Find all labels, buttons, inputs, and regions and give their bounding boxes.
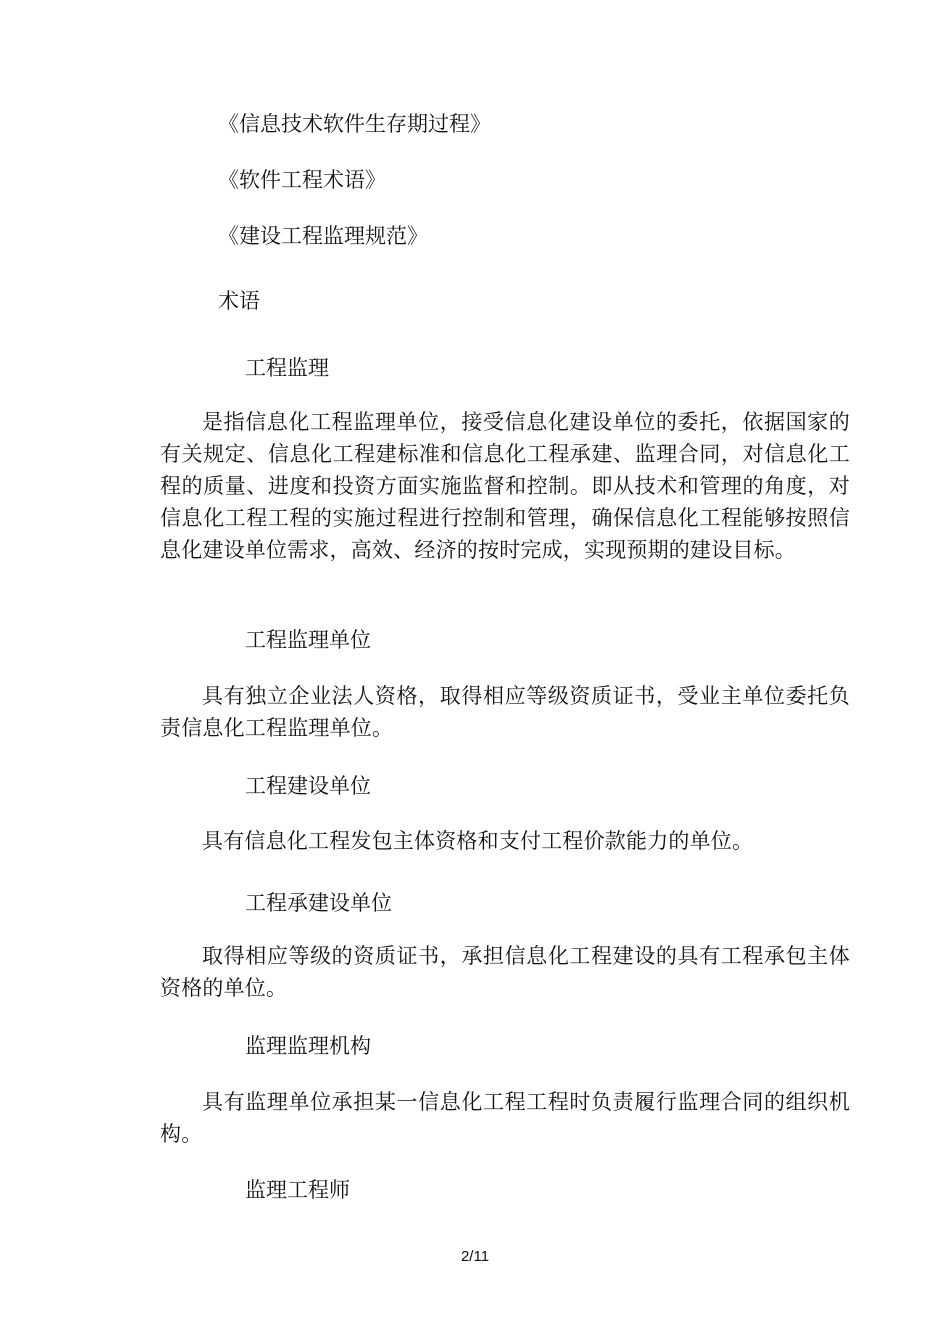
term-heading: 监理监理机构 [245,1034,371,1058]
reference-item: 《建设工程监理规范》 [218,224,428,248]
term-definition: 具有信息化工程发包主体资格和支付工程价款能力的单位。 [202,829,754,853]
term-heading: 工程监理单位 [245,628,371,652]
term-definition: 具有独立企业法人资格，取得相应等级资质证书，受业主单位委托负责信息化工程监理单位。 [160,684,850,740]
term-heading: 监理工程师 [245,1178,350,1202]
term-definition: 是指信息化工程监理单位，接受信息化建设单位的委托，依据国家的有关规定、信息化工程建标准和信息化工程承建、监理合同，对信息化工程的质量、进度和投资方面实施监督和控制。即从技术和管理的角度，对信息化工程工程的实施过程进行控制和管理，确保信息化工程能够按照信息化建设单位需求，高效、经济的按时完成，实现预期的建设目标。 [160,410,850,562]
term-definition: 取得相应等级的资质证书，承担信息化工程建设的具有工程承包主体资格的单位。 [160,944,850,1000]
term-definition: 具有监理单位承担某一信息化工程工程时负责履行监理合同的组织机构。 [160,1090,850,1146]
section-title: 术语 [218,289,260,313]
term-heading: 工程建设单位 [245,774,371,798]
term-heading: 工程承建设单位 [245,891,392,915]
page-number: 2/11 [460,1248,490,1265]
reference-item: 《软件工程术语》 [218,168,386,192]
reference-item: 《信息技术软件生存期过程》 [218,112,491,136]
term-heading: 工程监理 [245,356,329,380]
